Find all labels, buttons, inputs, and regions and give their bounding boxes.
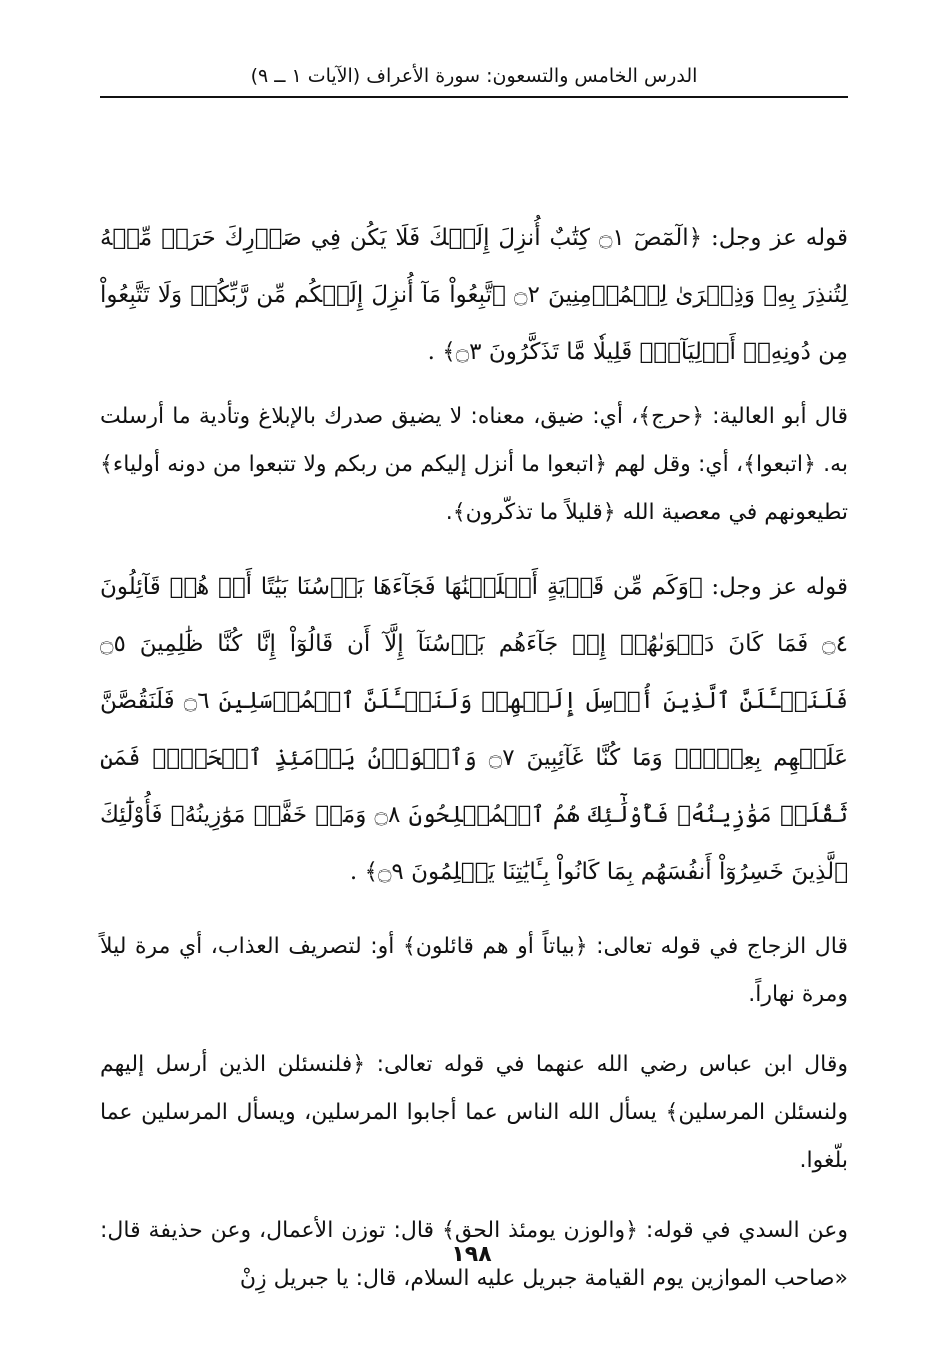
header-divider <box>100 96 848 98</box>
paragraph-ibn-abbas: وقال ابن عباس رضي الله عنهما في قوله تعالى: ﴿فلنسئلن الذين أرسل إليهم ولنسئلن المرسلين﴾ يسأل الله الناس عما أجابوا المرسلين، ويسأل المرسلين عما بلّغوا. <box>100 1052 848 1173</box>
paragraph-quran-verses-4-9: قوله عز وجل: ﴿وَكَم مِّن قَرۡيَةٍ أَهۡلَكۡنَٰهَا فَجَآءَهَا بَأۡسُنَا بَيَٰتًا أَوۡ هُمۡ قَآئِلُونَ ۝٤ فَمَا كَانَ دَعۡوَىٰهُمۡ إِذۡ جَآءَهُم بَأۡسُنَآ إِلَّآ أَن قَالُوٓاْ إِنَّا كُنَّا ظَٰلِمِينَ ۝٥ فَلَنَسۡـَٔلَنَّ ٱلَّذِينَ أُرۡسِلَ إِلَيۡهِمۡ وَلَنَسۡـَٔلَنَّ ٱلۡمُرۡسَلِينَ ۝٦ فَلَنَقُصَّنَّ عَلَيۡهِم بِعِلۡمٖۖ وَمَا كُنَّا غَآئِبِينَ ۝٧ وَٱلۡوَزۡنُ يَوۡمَئِذٍ ٱلۡحَقُّۚ فَمَن ثَقُلَتۡ مَوَٰزِينُهُۥ فَأُوْلَٰٓئِكَ هُمُ ٱلۡمُفۡلِحُونَ ۝٨ وَمَنۡ خَفَّتۡ مَوَٰزِينُهُۥ فَأُوْلَٰٓئِكَ ٱلَّذِينَ خَسِرُوٓاْ أَنفُسَهُم بِمَا كَانُواْ بِـَٔايَٰتِنَا يَظۡلِمُونَ ۝٩﴾ . <box>100 574 849 885</box>
paragraph-al-zajjaj: قال الزجاج في قوله تعالى: ﴿بياتاً أو هم قائلون﴾ أو: لتصريف العذاب، أي مرة ليلاً ومرة نهاراً. <box>100 934 848 1007</box>
paragraph-abu-al-aliya: قال أبو العالية: ﴿حرج﴾، أي: ضيق، معناه: لا يضيق صدرك بالإبلاغ وتأدية ما أرسلت به. ﴿اتبعوا﴾، أي: وقل لهم ﴿اتبعوا ما أنزل إليكم من ربكم ولا تتبعوا من دونه أولياء﴾ تطيعونهم في معصية الله ﴿قليلاً ما تذكّرون﴾. <box>100 404 848 525</box>
paragraph-quran-verses-1-3: قوله عز وجل: ﴿الٓمٓصٓ ۝١ كِتَٰبٌ أُنزِلَ إِلَيۡكَ فَلَا يَكُن فِي صَدۡرِكَ حَرَجٞ مِّنۡهُ لِتُنذِرَ بِهِۦ وَذِكۡرَىٰ لِلۡمُؤۡمِنِينَ ۝٢ ٱتَّبِعُواْ مَآ أُنزِلَ إِلَيۡكُم مِّن رَّبِّكُمۡ وَلَا تَتَّبِعُواْ مِن دُونِهِۦٓ أَوۡلِيَآءَۗ قَلِيلٗا مَّا تَذَكَّرُونَ ۝٣﴾ . <box>100 225 848 365</box>
running-header: الدرس الخامس والتسعون: سورة الأعراف (الآيات ١ ــ ٩) <box>250 65 698 87</box>
page-number: ١٩٨ <box>451 1242 492 1267</box>
body-text <box>100 210 848 1325</box>
paragraph-al-suddi: وعن السدي في قوله: ﴿والوزن يومئذ الحق﴾ قال: توزن الأعمال، وعن حذيفة قال: «صاحب الموازين يوم القيامة جبريل عليه السلام، قال: يا جبريل زِنْ <box>100 1218 848 1291</box>
